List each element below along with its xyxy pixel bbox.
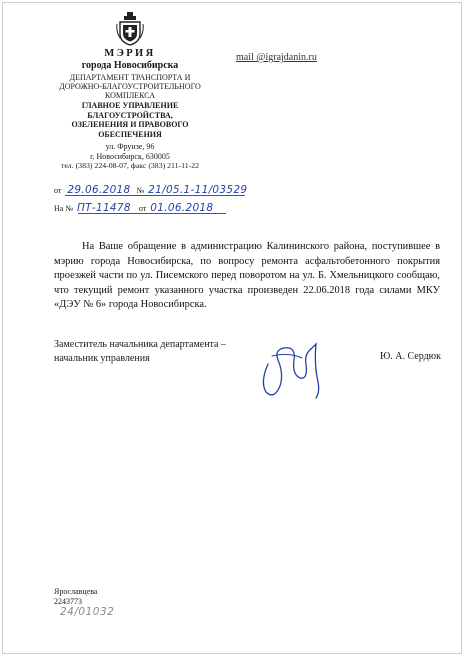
signatory-title-line: начальник управления	[54, 352, 150, 364]
recipient-email	[236, 52, 317, 63]
management-line: ОЗЕЛЕНЕНИЯ И ПРАВОВОГО	[71, 120, 189, 129]
number-sign: №	[136, 186, 145, 195]
outgoing-number: 21/05.1-11/03529	[148, 184, 248, 196]
from-label: от	[54, 186, 62, 195]
phone-fax: тел. (383) 224-08-07, факс (383) 211-11-22	[60, 161, 200, 170]
city-coat-of-arms-icon	[116, 12, 144, 46]
address-city: г. Новосибирск, 630005	[90, 151, 170, 161]
management-line: ГЛАВНОЕ УПРАВЛЕНИЕ	[81, 101, 179, 110]
city-name: города Новосибирска	[81, 60, 179, 71]
incoming-number: ПТ-11478	[76, 202, 131, 214]
management-line: БЛАГОУСТРОЙСТВА,	[87, 110, 173, 120]
to-number-label: На №	[54, 204, 73, 213]
letter-body	[54, 240, 440, 313]
address-street: ул. Фрунзе, 96	[105, 142, 155, 151]
management-name	[40, 101, 220, 139]
department-line: ДЕПАРТАМЕНТ ТРАНСПОРТА И	[69, 73, 191, 82]
outgoing-date: 29.06.2018	[67, 184, 131, 196]
incoming-underline	[78, 213, 226, 214]
signatory-title	[54, 338, 226, 365]
department-line: КОМПЛЕКСА	[105, 91, 155, 100]
department-line: ДОРОЖНО-БЛАГОУСТРОИТЕЛЬНОГО	[59, 82, 201, 91]
incoming-date: 01.06.2018	[150, 202, 214, 214]
registration-stamp: 24/01032	[60, 606, 115, 618]
letter-paragraph: На Ваше обращение в администрацию Калининского района, поступившее в мэрию города Новосибирска, по вопросу ремонта асфальтобетонного покрытия проезжей части по ул. Писемского перед поворотом на ул. Б. Хмельницкого сообщаю, что текущий ремонт указанного участка произведен 22.06.2018 года силами МКУ «ДЭУ № 6» города Новосибирска.	[54, 241, 440, 310]
outgoing-underline	[65, 195, 245, 196]
executor-phone: 2243773	[54, 596, 82, 606]
department-name	[40, 73, 220, 100]
mayor-office-title: МЭРИЯ	[104, 48, 156, 59]
signatory-title-line: Заместитель начальника департамента –	[54, 339, 226, 350]
from-label-2: от	[138, 204, 147, 213]
executor-info	[54, 587, 97, 606]
executor-name: Ярославцева	[54, 587, 98, 596]
handwritten-signature	[254, 334, 334, 402]
recipient-email-text: mail @igrajdanin.ru	[236, 52, 317, 63]
management-line: ОБЕСПЕЧЕНИЯ	[98, 129, 162, 139]
signatory-name: Ю. А. Сердюк	[380, 351, 442, 362]
letterhead	[40, 12, 220, 171]
